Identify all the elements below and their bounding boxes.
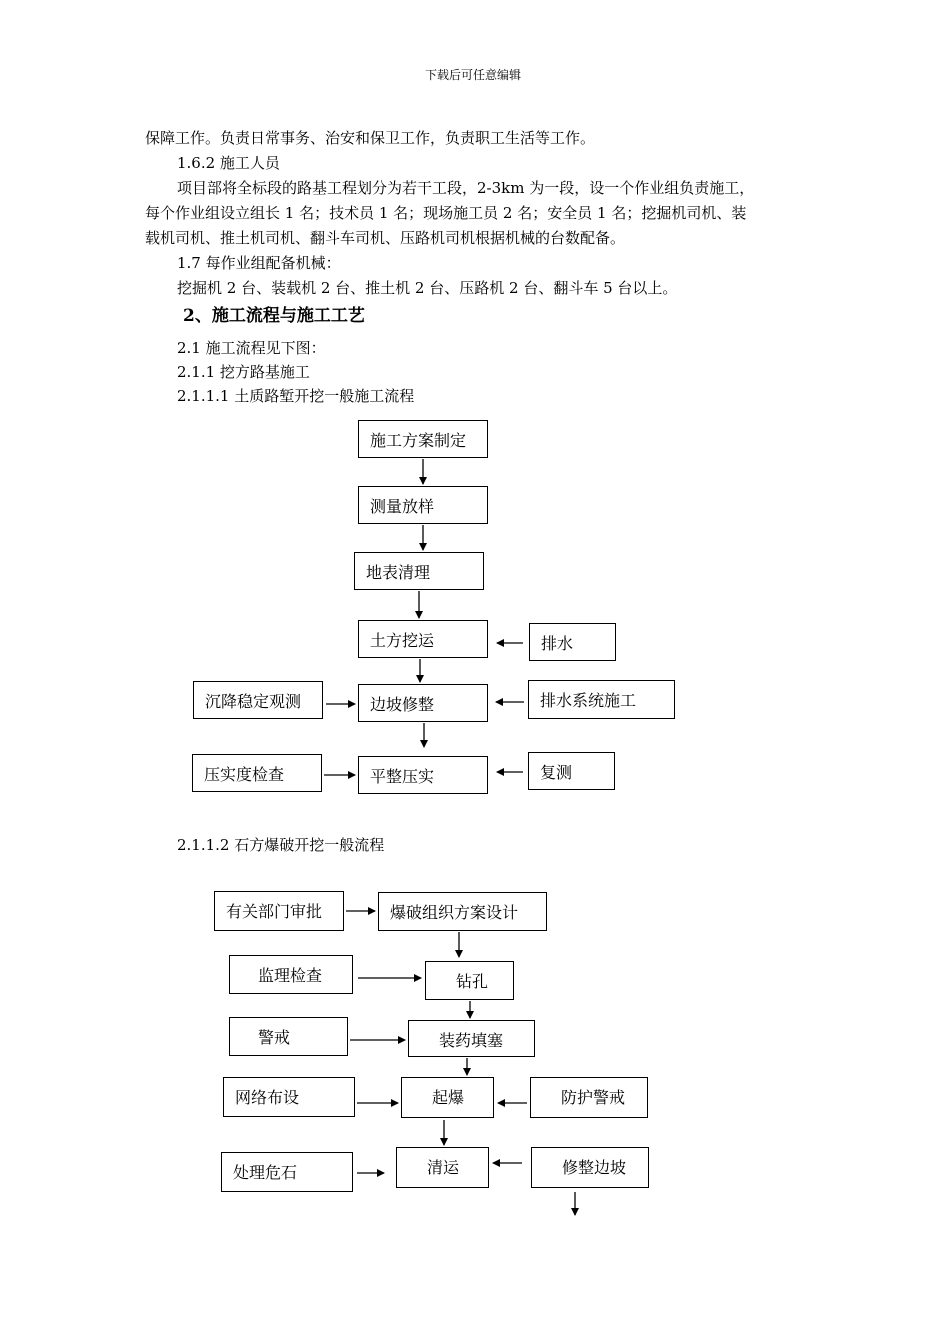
flow1-drain-system-box: 排水系统施工 (528, 680, 675, 719)
flow1-retest-box: 复测 (528, 752, 615, 790)
flow1-excavate-box: 土方挖运 (358, 620, 488, 658)
text-line: 载机司机、推土机司机、翻斗车司机、压路机司机根据机械的台数配备。 (145, 229, 626, 247)
section-title: 2、施工流程与施工工艺 (183, 306, 365, 326)
flow2-clean-box: 清运 (396, 1147, 489, 1188)
flow1-settle-box: 沉降稳定观测 (193, 681, 323, 719)
flow2-detonate-box: 起爆 (401, 1077, 494, 1118)
text-line: 保障工作。负责日常事务、治安和保卫工作，负责职工生活等工作。 (145, 129, 596, 147)
flow1-compact-check-box: 压实度检查 (192, 754, 322, 792)
flow1-survey-box: 测量放样 (358, 486, 488, 524)
flow2-network-box: 网络布设 (223, 1077, 355, 1117)
flow1-clear-box: 地表清理 (354, 552, 484, 590)
flow1-drain-box: 排水 (529, 623, 616, 661)
flow2-approval-box: 有关部门审批 (214, 891, 344, 931)
page-header: 下载后可任意编辑 (425, 68, 522, 82)
text-line: 2.1.1 挖方路基施工 (177, 363, 310, 381)
flow1-level-box: 平整压实 (358, 756, 488, 794)
text-line: 挖掘机 2 台、装载机 2 台、推土机 2 台、压路机 2 台、翻斗车 5 台以上。 (177, 279, 678, 297)
text-line: 2.1.1.1 土质路堑开挖一般施工流程 (177, 387, 415, 405)
flow2-design-box: 爆破组织方案设计 (378, 892, 547, 931)
text-line: 1.6.2 施工人员 (177, 154, 280, 172)
flow2-drill-box: 钻孔 (425, 961, 514, 1000)
flow2-guard-box: 警戒 (229, 1017, 348, 1056)
text-line: 2.1 施工流程见下图： (177, 339, 326, 357)
text-line: 每个作业组设立组长 1 名；技术员 1 名；现场施工员 2 名；安全员 1 名；挖掘机司机、装 (145, 204, 747, 222)
flow2-supervise-box: 监理检查 (229, 955, 353, 994)
flow1-slope-box: 边坡修整 (358, 684, 488, 722)
flow2-protect-box: 防护警戒 (530, 1077, 648, 1118)
flow2-danger-box: 处理危石 (221, 1152, 353, 1192)
text-line: 1.7 每作业组配备机械： (177, 254, 341, 272)
flow2-title: 2.1.1.2 石方爆破开挖一般流程 (177, 836, 385, 854)
flow2-trim-box: 修整边坡 (531, 1147, 649, 1188)
text-line: 项目部将全标段的路基工程划分为若干工段，2-3km 为一段，设一个作业组负责施工， (177, 179, 755, 197)
flow1-plan-box: 施工方案制定 (358, 420, 488, 458)
flow2-charge-box: 装药填塞 (408, 1020, 535, 1057)
